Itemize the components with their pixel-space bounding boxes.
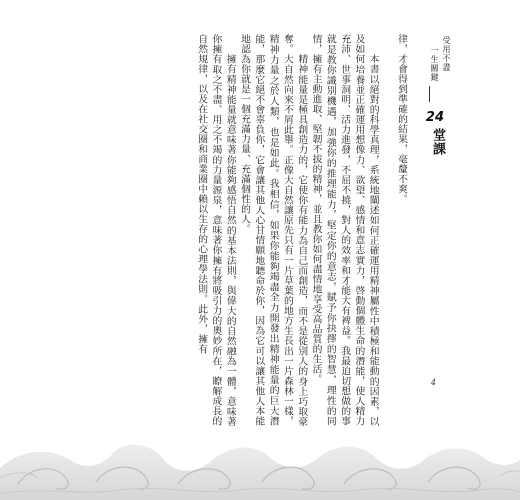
running-head-number: 24 xyxy=(425,110,444,125)
running-head xyxy=(418,36,452,196)
running-head-title: 堂課 xyxy=(430,128,445,156)
page-number: 4 xyxy=(430,378,436,387)
paragraph: 精神能量是極具創造力的，它使你有能力為自己而創造，而不是從別人的身上巧取豪奪。大自然向來不屑此舉。正像大自然讓原先只有一片草葉的地方生長出一片森林一樣，精神力量之於人類，也是如此。我相信，如果你能夠竭盡全力開發出精神能量的巨大潛能，那麼它絕不會辜負你，它會讓其他人心甘情願地聽命於你，因為它可以讓其他人本能地認為你就是一個充滿力量、充滿個性的人。 xyxy=(239,34,308,426)
body-text xyxy=(194,34,408,426)
running-head-subtitle: 一生關鍵 xyxy=(430,46,439,82)
wave-pattern-decoration xyxy=(0,420,520,500)
running-head-subtitle: 受用不盡 xyxy=(442,36,451,72)
paragraph: 擁有精神能量就意味著你能夠感悟自然的基本法則，與偉大的自然融為一體，意味著你擁有取之不盡、用之不竭的力量源泉，意味著你擁有將吸引力的奧妙所在，瞭解成長的自然規律，以及在社交圈和商業圈中賴以生存的心理學法則。此外，擁有 xyxy=(196,34,236,426)
paragraph: 本書以絕對的科學真理，系統地闡述如何正確運用精神屬性中積極和能動的因素，以及如何培養並正確運用想像力、欲望、感情和意志實力，啓動個體生命的潛能，使人精力充沛、世事洞明、活力進發，不屈不撓，對人的效率和才能大有裨益。我最迫切想做的事就是教你識別機遇，加強你的推理能力，堅定你的意志，賦予你抉擇的智慧，理性的同情，擁有主動進取、堅韌不拔的精神，並且教你如何盡情地享受高品質的生活。 xyxy=(310,34,379,426)
paragraph: 律，才會得到準確的結果，毫釐不爽。 xyxy=(396,34,407,204)
running-head-divider xyxy=(429,86,430,102)
